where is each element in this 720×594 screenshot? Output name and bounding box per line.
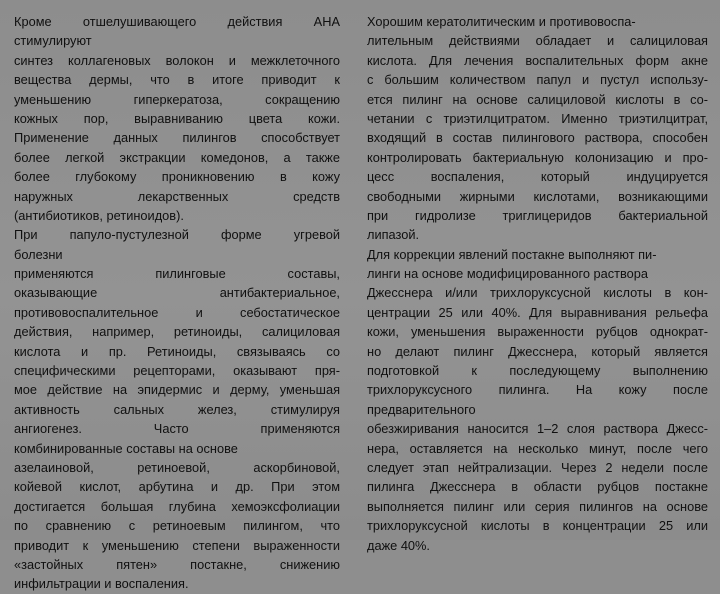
- right-column-line-6: четании с триэтилцитратом. Именно триэтилцитрат,: [367, 110, 708, 126]
- right-column-line-23: нера, оставляется на несколько минут, после чего: [367, 440, 708, 456]
- right-column-line-25: пилинга Джесснера в области рубцов постакне: [367, 479, 708, 495]
- right-column-line-16: центрации 25 или 40%. Для выравнивания рельефа: [367, 304, 708, 320]
- left-column-line-12: При папуло-пустулезной форме угревой: [14, 227, 340, 243]
- right-column-line-15: Джесснера и/или трихлоруксусной кислоты в кон-: [367, 285, 708, 301]
- left-column-line-6: кожных пор, выравниванию цвета кожи.: [14, 110, 340, 126]
- right-column-line-28: даже 40%.: [367, 537, 430, 553]
- left-column-line-4: вещества дермы, что в итоге приводит к: [14, 72, 340, 88]
- right-column-line-22: обезжиривания наносится 1–2 слоя раствора Джесс-: [367, 421, 708, 437]
- right-column-line-5: ется пилинг на основе салициловой кислоты в со-: [367, 91, 708, 107]
- left-text-column: [14, 12, 340, 594]
- left-column-line-30: инфильтрации и воспаления.: [14, 576, 189, 592]
- left-column-line-21: активность сальных желез, стимулируя: [14, 401, 340, 417]
- left-column-line-19: специфическими рецепторами, оказывают пря-: [14, 363, 340, 379]
- right-column-line-9: цесс воспаления, который индуцируется: [367, 169, 708, 185]
- left-column-line-10: наружных лекарственных средств: [14, 188, 340, 204]
- left-column-line-27: по сравнению с ретиноевым пилингом, что: [14, 518, 340, 534]
- right-column-line-17: кожи, уменьшения выраженности рубцов однократ-: [367, 324, 708, 340]
- left-column-line-14: применяются пилинговые составы,: [14, 266, 340, 282]
- right-text-column: [367, 12, 708, 555]
- right-column-line-27: трихлоруксусной кислоты в концентрации 25 или: [367, 518, 708, 534]
- left-column-line-15: оказывающие антибактериальное,: [14, 285, 340, 301]
- left-column-line-25: койевой кислот, арбутина и др. При этом: [14, 479, 340, 495]
- left-column-line-11: (антибиотиков, ретиноидов).: [14, 207, 184, 223]
- right-column-line-3: кислота. Для лечения воспалительных форм акне: [367, 52, 708, 68]
- left-column-line-29: «застойных пятен» постакне, снижению: [14, 556, 340, 572]
- left-column-line-5: уменьшению гиперкератоза, сокращению: [14, 91, 340, 107]
- left-column-line-7: Применение данных пилингов способствует: [14, 130, 340, 146]
- right-column-line-10: свободными жирными кислотами, возникающими: [367, 188, 708, 204]
- left-column-line-2: стимулируют: [14, 33, 92, 49]
- right-column-line-26: выполняется пилинг или серия пилингов на основе: [367, 498, 708, 514]
- right-column-line-20: трихлоруксусного пилинга. На кожу после: [367, 382, 708, 398]
- right-column-line-8: контролировать бактериальную колонизацию и про-: [367, 149, 708, 165]
- left-column-line-8: более легкой экстракции комедонов, а также: [14, 149, 340, 165]
- right-column-line-7: входящий в состав пилингового раствора, способен: [367, 130, 708, 146]
- left-column-line-1: Кроме отшелушивающего действия АНА: [14, 14, 340, 29]
- left-column-line-23: комбинированные составы на основе: [14, 440, 238, 456]
- right-column-line-11: при гидролизе триглицеридов бактериальной: [367, 207, 708, 223]
- right-column-line-14: линги на основе модифицированного раствора: [367, 266, 649, 282]
- right-column-line-18: но делают пилинг Джесснера, который является: [367, 343, 708, 359]
- left-column-line-24: азелаиновой, ретиноевой, аскорбиновой,: [14, 459, 340, 475]
- left-column-line-17: действия, например, ретиноиды, салициловая: [14, 324, 340, 340]
- right-column-line-24: следует этап нейтрализации. Через 2 недели после: [367, 459, 708, 475]
- left-column-line-20: мое действие на эпидермис и дерму, уменьшая: [14, 382, 340, 398]
- left-column-line-26: достигается большая глубина хемоэксфолиации: [14, 498, 340, 514]
- right-column-line-19: подготовкой к последующему выполнению: [367, 363, 708, 379]
- right-column-line-1: Хорошим кератолитическим и противовоспа-: [367, 14, 636, 29]
- left-column-line-9: более глубокому проникновению в кожу: [14, 169, 340, 185]
- left-column-line-18: кислота и пр. Ретиноиды, связываясь со: [14, 343, 340, 359]
- left-column-line-13: болезни: [14, 246, 63, 262]
- right-column-line-2: лительным действиями обладает и салициловая: [367, 33, 708, 49]
- right-column-line-4: с большим количеством папул и пустул использу-: [367, 72, 708, 88]
- right-column-line-12: липазой.: [367, 227, 420, 243]
- left-column-line-16: противовоспалительное и себостатическое: [14, 304, 340, 320]
- right-column-line-13: Для коррекции явлений постакне выполняют пи-: [367, 246, 657, 262]
- left-column-line-28: приводит к уменьшению степени выраженности: [14, 537, 340, 553]
- right-column-line-21: предварительного: [367, 401, 476, 417]
- left-column-line-3: синтез коллагеновых волокон и межклеточного: [14, 52, 340, 68]
- left-column-line-22: ангиогенез. Часто применяются: [14, 421, 340, 437]
